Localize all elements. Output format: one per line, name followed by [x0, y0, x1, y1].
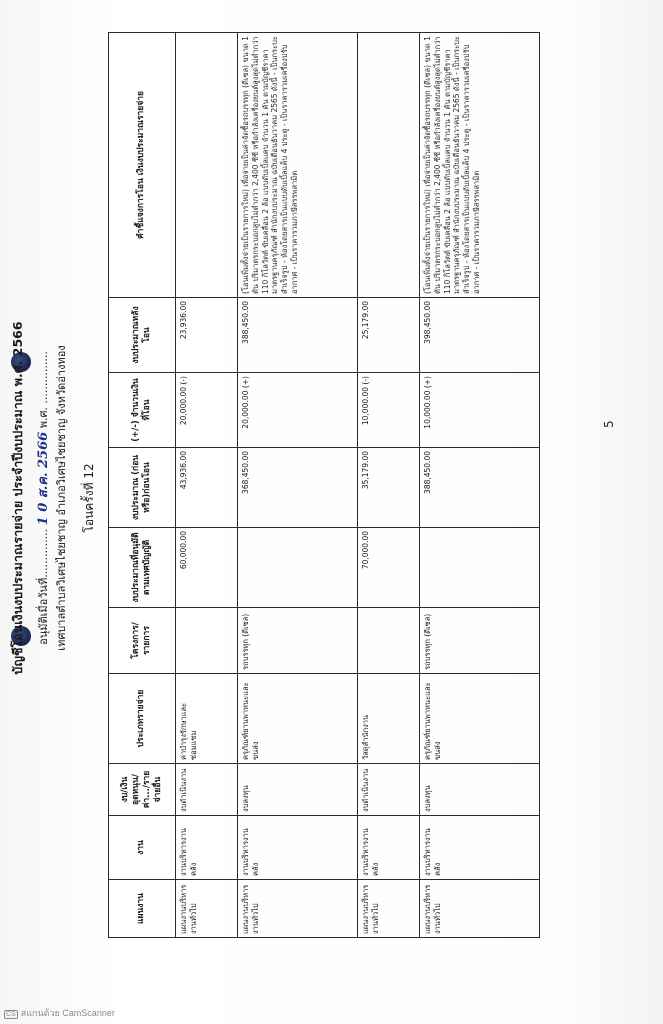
approval-line: [32, 288, 53, 708]
cell-after: 398,450.00: [420, 298, 540, 373]
cell-project: รถบรรทุก (ดีเซล): [420, 608, 540, 674]
table-row: [238, 33, 358, 938]
cell-plan: แผนงานบริหารงานทั่วไป: [238, 880, 358, 938]
col-header-note: คำชี้แจงการโอน เงินงบประมาณรายจ่าย: [109, 33, 176, 298]
table-row: [420, 33, 540, 938]
table-row: [358, 33, 420, 938]
cell-before: 35,179.00: [358, 448, 420, 528]
cell-after: 25,179.00: [358, 298, 420, 373]
cell-transfer: 10,000.00 (+): [420, 373, 540, 448]
document-title: บัญชีโอนเงินงบประมาณรายจ่าย ประจำปีงบประมาณ พ.ศ. 2566: [10, 321, 25, 675]
transfer-number: โอนครั้งที่ 12: [82, 463, 96, 533]
cell-transfer: 10,000.00 (-): [358, 373, 420, 448]
cell-note: [358, 33, 420, 298]
cell-project: [176, 608, 238, 674]
cell-approved: 70,000.00: [358, 528, 420, 608]
rotated-document: [0, 8, 663, 1008]
cell-work: งานบริหารงานคลัง: [358, 816, 420, 880]
cell-project: รถบรรทุก (ดีเซล): [238, 608, 358, 674]
table-row: [176, 33, 238, 938]
col-header-plan: แผนงาน: [109, 880, 176, 938]
cell-budget-type: งบดำเนินงาน: [176, 764, 238, 816]
cell-before: 43,936.00: [176, 448, 238, 528]
table-header-row: [109, 33, 176, 938]
cell-expense-type: วัสดุสำนักงาน: [358, 674, 420, 764]
cell-budget-type: งบลงทุน: [420, 764, 540, 816]
cell-note: [176, 33, 238, 298]
col-header-before: งบประมาณ (ก่อนหรือ)ก่อนโอน: [109, 448, 176, 528]
cell-before: 368,450.00: [238, 448, 358, 528]
cell-budget-type: งบลงทุน: [238, 764, 358, 816]
col-header-budget-type: งบ/เงินอุดหนุน/ค่า.../รายจ่ายอื่น: [109, 764, 176, 816]
col-header-after: งบประมาณหลังโอน: [109, 298, 176, 373]
approval-suffix: พ.ศ. ...............: [37, 351, 50, 429]
cell-approved: 60,000.00: [176, 528, 238, 608]
cell-transfer: 20,000.00 (+): [238, 373, 358, 448]
col-header-work: งาน: [109, 816, 176, 880]
cell-expense-type: ครุภัณฑ์ยานพาหนะและขนส่ง: [238, 674, 358, 764]
organization-line: เทศบาลตำบลวิเศษไชยชาญ อำเภอวิเศษไชยชาญ จังหวัดอ่างทอง: [55, 345, 68, 651]
cell-budget-type: งบดำเนินงาน: [358, 764, 420, 816]
cell-after: 388,450.00: [238, 298, 358, 373]
page-number: 5: [602, 420, 616, 428]
approval-date: 1 0 ส.ค. 2566: [36, 431, 51, 526]
cell-note: (โอนเพิ่มตั้งจ่ายเป็นรายการใหม่) เพื่อจ่ายเป็นค่าจัดซื้อรถบรรทุก (ดีเซล) ขนาด 1 ตัน ปริมาตรกระบอกสูบไม่ต่ำกว่า 2,400 ซีซี หรือกำลังเครื่องยนต์สูงสุดไม่ต่ำกว่า 110 กิโลวัตต์ ขับเคลื่อน 2 ล้อ แบบดับเบิ้ลแคบ จำนวน 1 คัน ตามบัญชีราคามาตรฐานครุภัณฑ์ สำนักงบประมาณ ฉบับเดือนธันวาคม 2565 ดังนี้ - เป็นกระบะสำเร็จรูป - ห้องโดยสารเป็นแบบดับเบิ้ลแค็บ 4 ประตู - เป็นราคารวมเครื่องปรับอากาศ - เป็นราคารวมภาษีสรรพสามิต: [238, 33, 358, 298]
cell-expense-type: ค่าบำรุงรักษาและซ่อมแซม: [176, 674, 238, 764]
cell-plan: แผนงานบริหารงานทั่วไป: [176, 880, 238, 938]
cell-before: 388,450.00: [420, 448, 540, 528]
cell-note: (โอนเพิ่มตั้งจ่ายเป็นรายการใหม่) เพื่อจ่ายเป็นค่าจัดซื้อรถบรรทุก (ดีเซล) ขนาด 1 ตัน ปริมาตรกระบอกสูบไม่ต่ำกว่า 2,400 ซีซี หรือกำลังเครื่องยนต์สูงสุดไม่ต่ำกว่า 110 กิโลวัตต์ ขับเคลื่อน 2 ล้อ แบบดับเบิ้ลแคบ จำนวน 1 คัน ตามบัญชีราคามาตรฐานครุภัณฑ์ สำนักงบประมาณ ฉบับเดือนธันวาคม 2565 ดังนี้ - เป็นกระบะสำเร็จรูป - ห้องโดยสารเป็นแบบดับเบิ้ลแค็บ 4 ประตู - เป็นราคารวมเครื่องปรับอากาศ - เป็นราคารวมภาษีสรรพสามิต: [420, 33, 540, 298]
cell-approved: [420, 528, 540, 608]
scanner-text: สแกนด้วย CamScanner: [20, 1008, 115, 1018]
approval-prefix: อนุมัติเมื่อวันที่..............: [37, 528, 50, 645]
camscanner-logo-icon: CS: [6, 1011, 16, 1018]
cell-plan: แผนงานบริหารงานทั่วไป: [420, 880, 540, 938]
cell-approved: [238, 528, 358, 608]
cell-project: [358, 608, 420, 674]
cell-expense-type: ครุภัณฑ์ยานพาหนะและขนส่ง: [420, 674, 540, 764]
cell-transfer: 20,000.00 (-): [176, 373, 238, 448]
scanner-watermark: [4, 1006, 115, 1020]
cell-after: 23,936.00: [176, 298, 238, 373]
cell-plan: แผนงานบริหารงานทั่วไป: [358, 880, 420, 938]
col-header-project: โครงการ/รายการ: [109, 608, 176, 674]
col-header-transfer: (+/-) จำนวนเงินที่โอน: [109, 373, 176, 448]
budget-transfer-table: [108, 32, 540, 938]
col-header-expense-type: ประเภทรายจ่าย: [109, 674, 176, 764]
cell-work: งานบริหารงานคลัง: [420, 816, 540, 880]
cell-work: งานบริหารงานคลัง: [176, 816, 238, 880]
col-header-approved: งบประมาณที่อนุมัติตามเทศบัญญัติ: [109, 528, 176, 608]
cell-work: งานบริหารงานคลัง: [238, 816, 358, 880]
